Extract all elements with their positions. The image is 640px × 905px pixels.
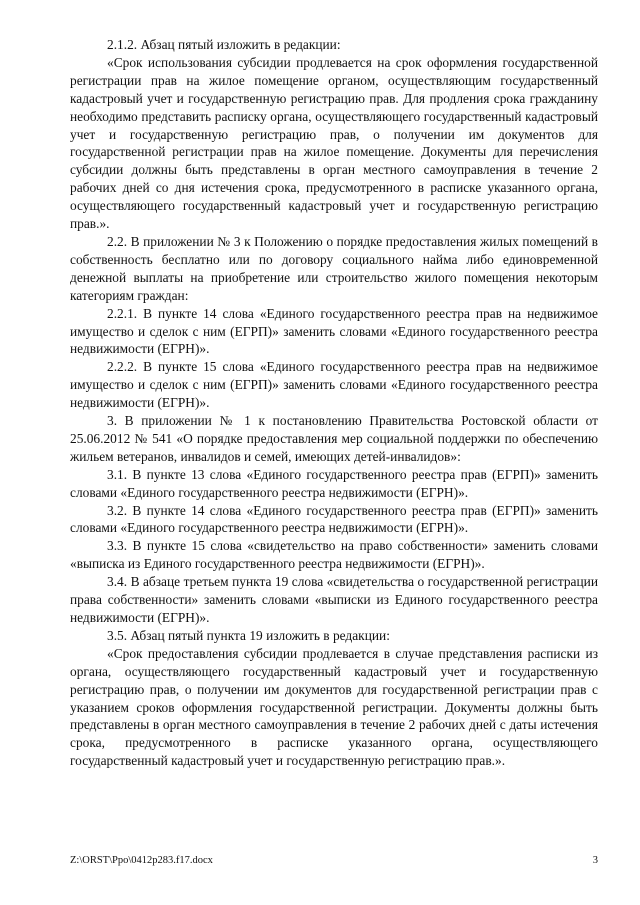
paragraph-3-3: 3.3. В пункте 15 слова «свидетельство на право собственности» заменить словами «выписка из Единого государственного реестра недвижимости (ЕГРН)».: [70, 538, 598, 572]
page-footer: [70, 855, 598, 866]
paragraph-3-1: 3.1. В пункте 13 слова «Единого государственного реестра прав (ЕГРП)» заменить словами «Единого государственного реестра недвижимости (ЕГРН)».: [70, 466, 598, 500]
document-body: [70, 36, 598, 770]
paragraph-3-4: 3.4. В абзаце третьем пункта 19 слова «свидетельства о государственной регистрации права собственности» заменить словами «выписки из Единого государственного реестра недвижимости (ЕГРН)».: [70, 574, 598, 625]
paragraph-3-5: 3.5. Абзац пятый пункта 19 изложить в редакции:: [107, 627, 390, 643]
paragraph-2-2-2: 2.2.2. В пункте 15 слова «Единого государственного реестра прав на недвижимое имущество и сделок с ним (ЕГРП)» заменить словами «Единого государственного реестра недвижимости (ЕГРН)».: [70, 359, 598, 411]
paragraph-2-2: 2.2. В приложении № 3 к Положению о порядке предоставления жилых помещений в собственность бесплатно или по договору социального найма либо единовременной денежной выплаты на приобретение или строительство жилого помещения некоторым категориям граждан:: [70, 233, 598, 303]
file-path: Z:\ORST\Ppo\0412p283.f17.docx: [70, 855, 213, 866]
page-number: 3: [592, 855, 598, 866]
paragraph-3-2: 3.2. В пункте 14 слова «Единого государственного реестра прав (ЕГРП)» заменить словами «Единого государственного реестра недвижимости (ЕГРН)».: [70, 502, 598, 536]
paragraph-3: 3. В приложении № 1 к постановлению Правительства Ростовской области от 25.06.2012 № 541 «О порядке предоставления мер социальной поддержки по обеспечению жильем ветеранов, инвалидов и семей, имеющих детей-инвалидов»:: [70, 413, 598, 464]
paragraph-quote-1: «Срок использования субсидии продлевается на срок оформления государственной регистрации прав на жилое помещение органом, осуществляющим государственный кадастровый учет и государственную регистрацию прав. Для продления срока гражданину необходимо представить расписку органа, осуществляющего государственный кадастровый учет и государственную регистрацию прав, о получении им документов для государственной регистрации прав на жилое помещение. Документы для перечисления субсидии должны быть представлены в орган местного самоуправления в течение 2 рабочих дней со дня истечения срока, предусмотренного в расписке указанного органа, осуществляющего государственный кадастровый учет и государственную регистрацию прав.».: [70, 54, 598, 232]
paragraph-2-1-2: 2.1.2. Абзац пятый изложить в редакции:: [107, 37, 341, 52]
paragraph-quote-2: «Срок предоставления субсидии продлевается в случае представления расписки из органа, осуществляющего государственный кадастровый учет и государственную регистрацию прав, о получении им документов для государственной регистрации прав с указанием сроков оформления государственной регистрации. Документы должны быть представлены в орган местного самоуправления в течение 2 рабочих дней с даты истечения срока, предусмотренного в расписке указанного органа, осуществляющего государственный кадастровый учет и государственную регистрацию прав.».: [70, 645, 598, 769]
paragraph-2-2-1: 2.2.1. В пункте 14 слова «Единого государственного реестра прав на недвижимое имущество и сделок с ним (ЕГРП)» заменить словами «Единого государственного реестра недвижимости (ЕГРН)».: [70, 305, 598, 357]
